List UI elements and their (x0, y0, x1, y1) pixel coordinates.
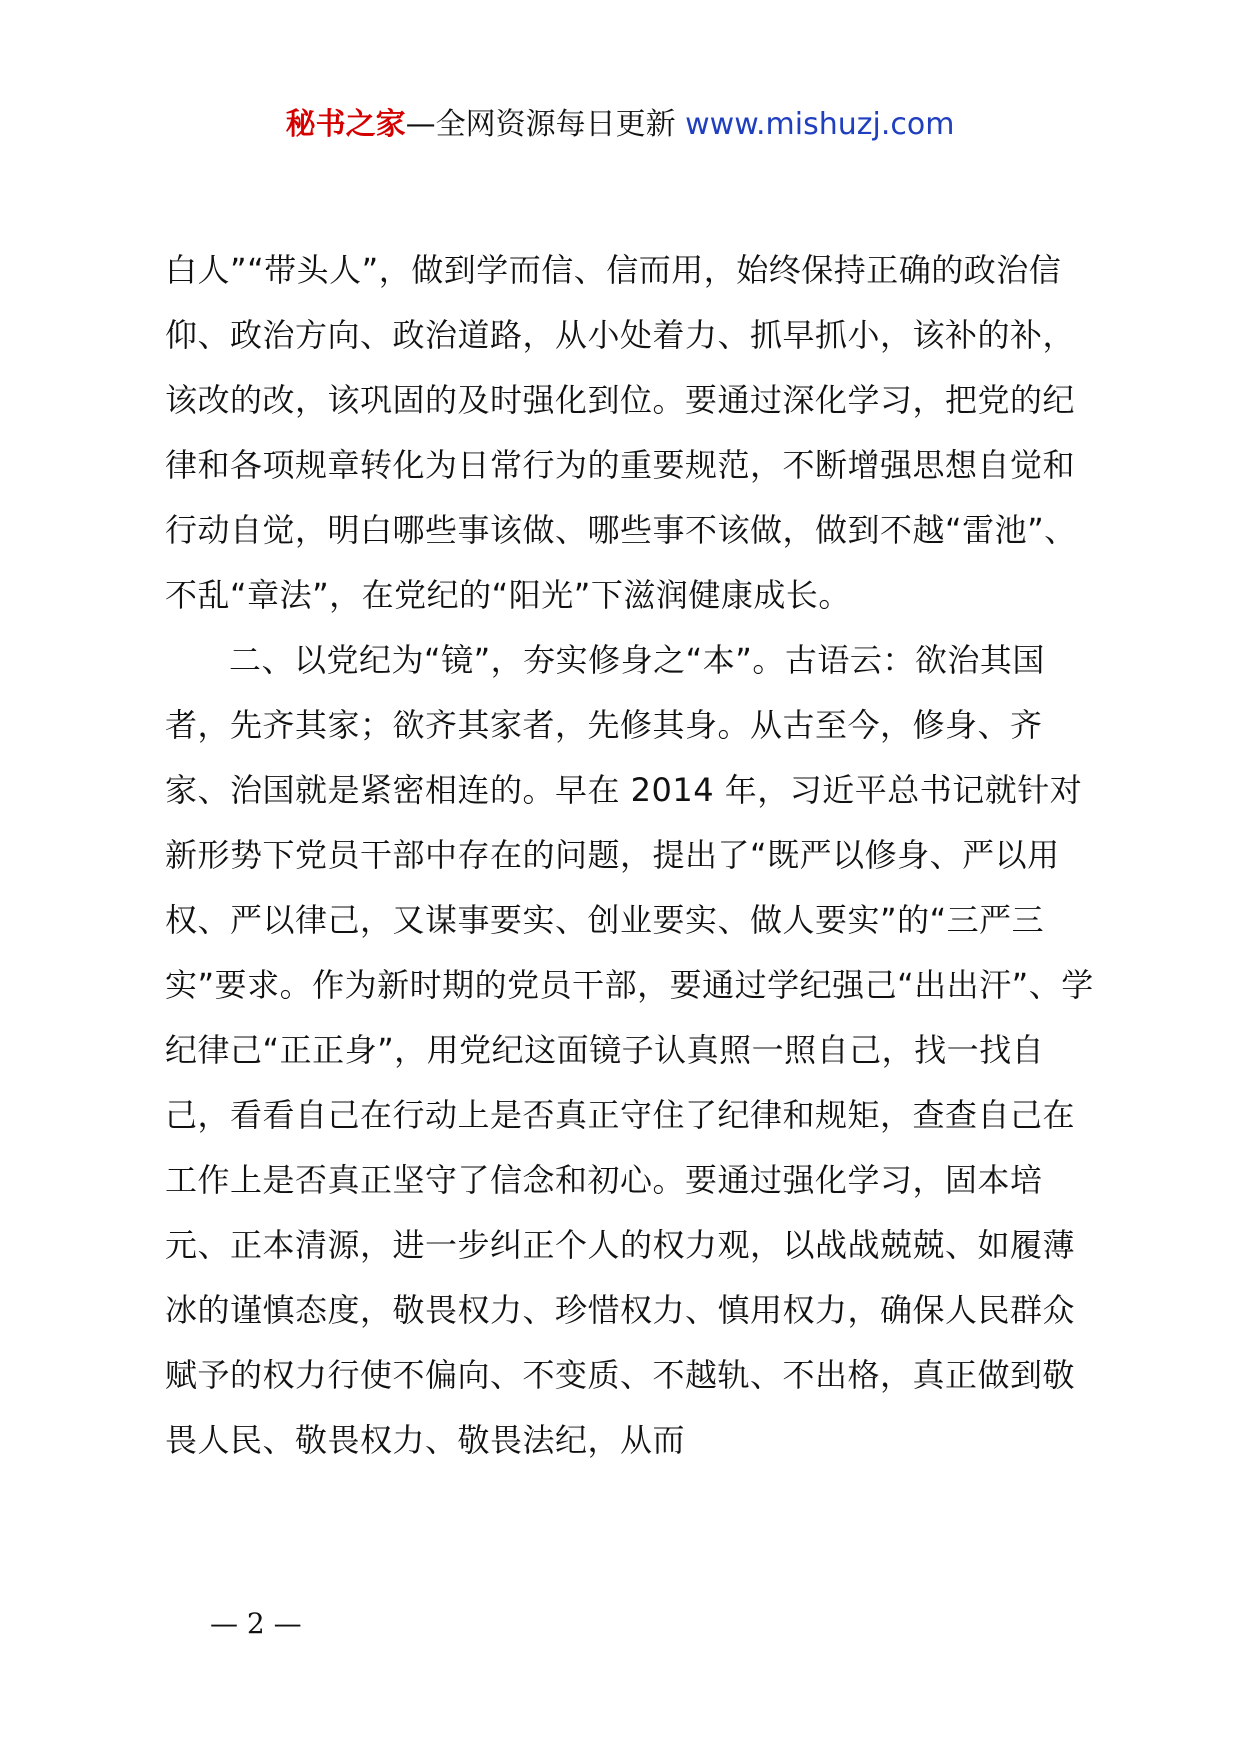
header-slogan: —全网资源每日更新 (405, 107, 676, 142)
site-header (0, 100, 1240, 150)
page-number: — 2 — (210, 1607, 302, 1640)
paragraph-continuation: 白人”“带头人”，做到学而信、信而用，始终保持正确的政治信仰、政治方向、政治道路，从小处着力、抓早抓小，该补的补，该改的改，该巩固的及时强化到位。要通过深化学习，把党的纪律和各项规章转化为日常行为的重要规范，不断增强思想自觉和行动自觉，明白哪些事该做、哪些事不该做，做到不越“雷池”、不乱“章法”，在党纪的“阳光”下滋润健康成长。 (165, 251, 1077, 614)
document-body (165, 238, 1095, 1473)
brand-name: 秘书之家 (285, 107, 406, 142)
site-url-link[interactable]: www.mishuzj.com (685, 107, 955, 142)
paragraph-section-two: 二、以党纪为“镜”，夯实修身之“本”。古语云：欲治其国者，先齐其家；欲齐其家者，先修其身。从古至今，修身、齐家、治国就是紧密相连的。早在 2014 年，习近平总书记就针对新形势下党员干部中存在的问题，提出了“既严以修身、严以用权、严以律己，又谋事要实、创业要实、做人要实”的“三严三实”要求。作为新时期的党员干部，要通过学纪强己“出出汗”、学纪律己“正正身”，用党纪这面镜子认真照一照自己，找一找自己，看看自己在行动上是否真正守住了纪律和规矩，查查自己在工作上是否真正坚守了信念和初心。要通过强化学习，固本培元、正本清源，进一步纠正个人的权力观，以战战兢兢、如履薄冰的谨慎态度，敬畏权力、珍惜权力、慎用权力，确保人民群众赋予的权力行使不偏向、不变质、不越轨、不出格，真正做到敬畏人民、敬畏权力、敬畏法纪，从而 (165, 641, 1094, 1459)
